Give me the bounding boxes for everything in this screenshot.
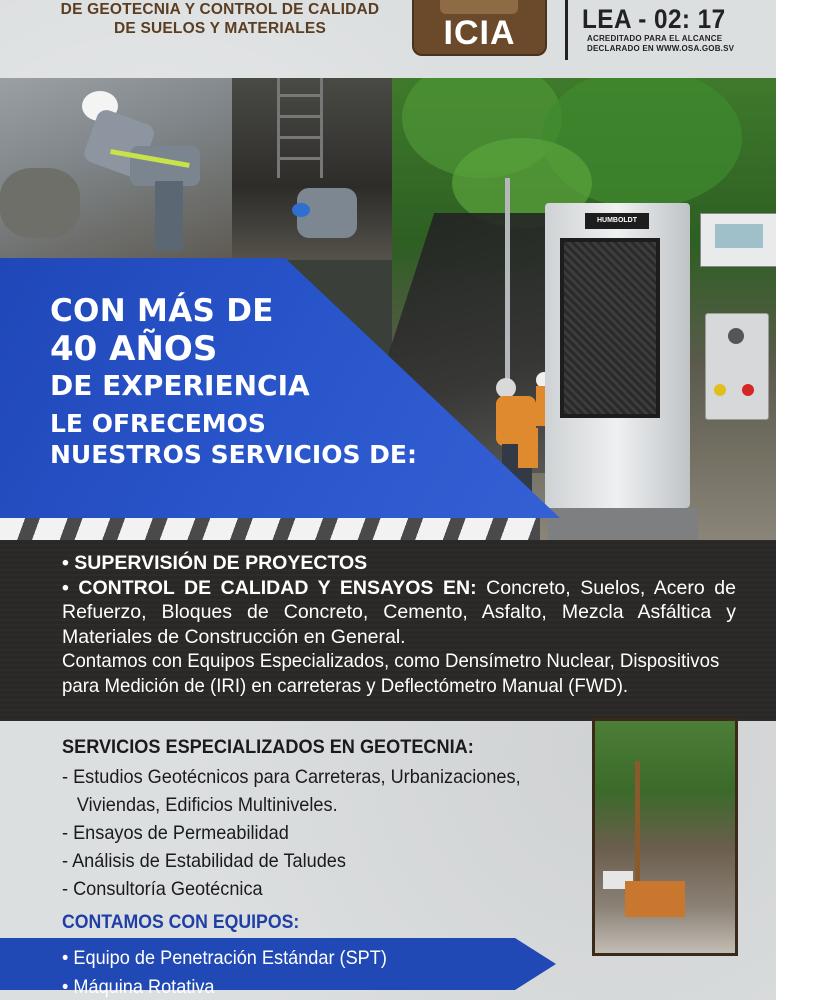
- digital-display: [700, 213, 776, 267]
- photo-drilling-rig: [592, 718, 738, 956]
- machine-mesh-door: [560, 238, 660, 418]
- equipment-item: • Equipo de Penetración Estándar (SPT): [62, 947, 387, 969]
- accreditation-note-line2: DECLARADO EN WWW.OSA.GOB.SV: [587, 44, 735, 53]
- machine-brand-label: HUMBOLDT: [585, 213, 649, 229]
- wheelbarrow-icon: [0, 168, 80, 238]
- logo-mark-icon: [440, 0, 518, 14]
- geotecnia-item: - Consultoría Geotécnica: [62, 878, 263, 900]
- red-button-icon: [742, 384, 754, 396]
- equipment-list: [62, 944, 411, 1000]
- yellow-button-icon: [714, 384, 726, 396]
- blue-helmet-icon: [292, 203, 310, 217]
- geotecnia-item: Viviendas, Edificios Multiniveles.: [76, 794, 338, 816]
- service-quality-text: Concreto, Suelos, Acero de Refuerzo, Bloques de Concreto, Cemento, Asfalto, Mezcla Asfáltica y Materiales de Construcción en General.: [62, 576, 736, 648]
- ladder-icon: [277, 78, 323, 178]
- photo-trench: [232, 78, 392, 260]
- headline-line5: NUESTROS SERVICIOS DE:: [50, 440, 417, 469]
- headline-line2: 40 AÑOS: [50, 329, 218, 369]
- photo-worker-concrete: [0, 78, 232, 260]
- compression-machine: [545, 203, 690, 508]
- drill-mast: [635, 761, 640, 901]
- service-equipment-line2: para Medición de (IRI) en carreteras y Deflectómetro Manual (FWD).: [62, 674, 629, 697]
- headline-line3: DE EXPERIENCIA: [50, 369, 310, 402]
- knob-icon: [728, 328, 744, 344]
- geotecnia-section: [62, 734, 582, 903]
- machine-base: [548, 508, 698, 540]
- equipment-item: • Máquina Rotativa: [62, 976, 215, 998]
- service-quality-label: • CONTROL DE CALIDAD Y ENSAYOS EN:: [62, 576, 477, 599]
- header-divider: [565, 0, 568, 60]
- accreditation-code: LEA - 02: 17: [582, 4, 726, 34]
- equipment-title: CONTAMOS CON EQUIPOS:: [62, 912, 300, 933]
- service-quality-control: [62, 576, 736, 650]
- headline: [50, 292, 417, 470]
- company-title-line1: DE GEOTECNIA Y CONTROL DE CALIDAD: [60, 1, 380, 18]
- company-title: [40, 0, 400, 38]
- company-title-line2: DE SUELOS Y MATERIALES: [114, 20, 326, 37]
- headline-line4: LE OFRECEMOS: [50, 409, 266, 438]
- geotecnia-item: - Ensayos de Permeabilidad: [62, 822, 289, 844]
- geotecnia-title: SERVICIOS ESPECIALIZADOS EN GEOTECNIA:: [62, 736, 474, 758]
- logo-text: ICIA: [443, 14, 516, 52]
- headline-line1: CON MÁS DE: [50, 293, 274, 329]
- service-equipment-line1: Contamos con Equipos Especializados, como Densímetro Nuclear, Dispositivos: [62, 650, 720, 672]
- drill-rig-icon: [625, 881, 685, 917]
- service-supervision: • SUPERVISIÓN DE PROYECTOS: [62, 552, 368, 574]
- geotecnia-item: - Análisis de Estabilidad de Taludes: [62, 850, 346, 872]
- accreditation-note-line1: ACREDITADO PARA EL ALCANCE: [587, 34, 723, 43]
- display-screen: [715, 224, 763, 248]
- accreditation-note: [587, 34, 734, 54]
- worker-vest-shape: [518, 428, 538, 468]
- services-content: [62, 551, 736, 698]
- control-box: [705, 313, 769, 420]
- icia-logo: [412, 0, 547, 56]
- geotecnia-item: - Estudios Geotécnicos para Carreteras, Urbanizaciones,: [62, 766, 521, 788]
- worker-figure-icon: [70, 86, 220, 256]
